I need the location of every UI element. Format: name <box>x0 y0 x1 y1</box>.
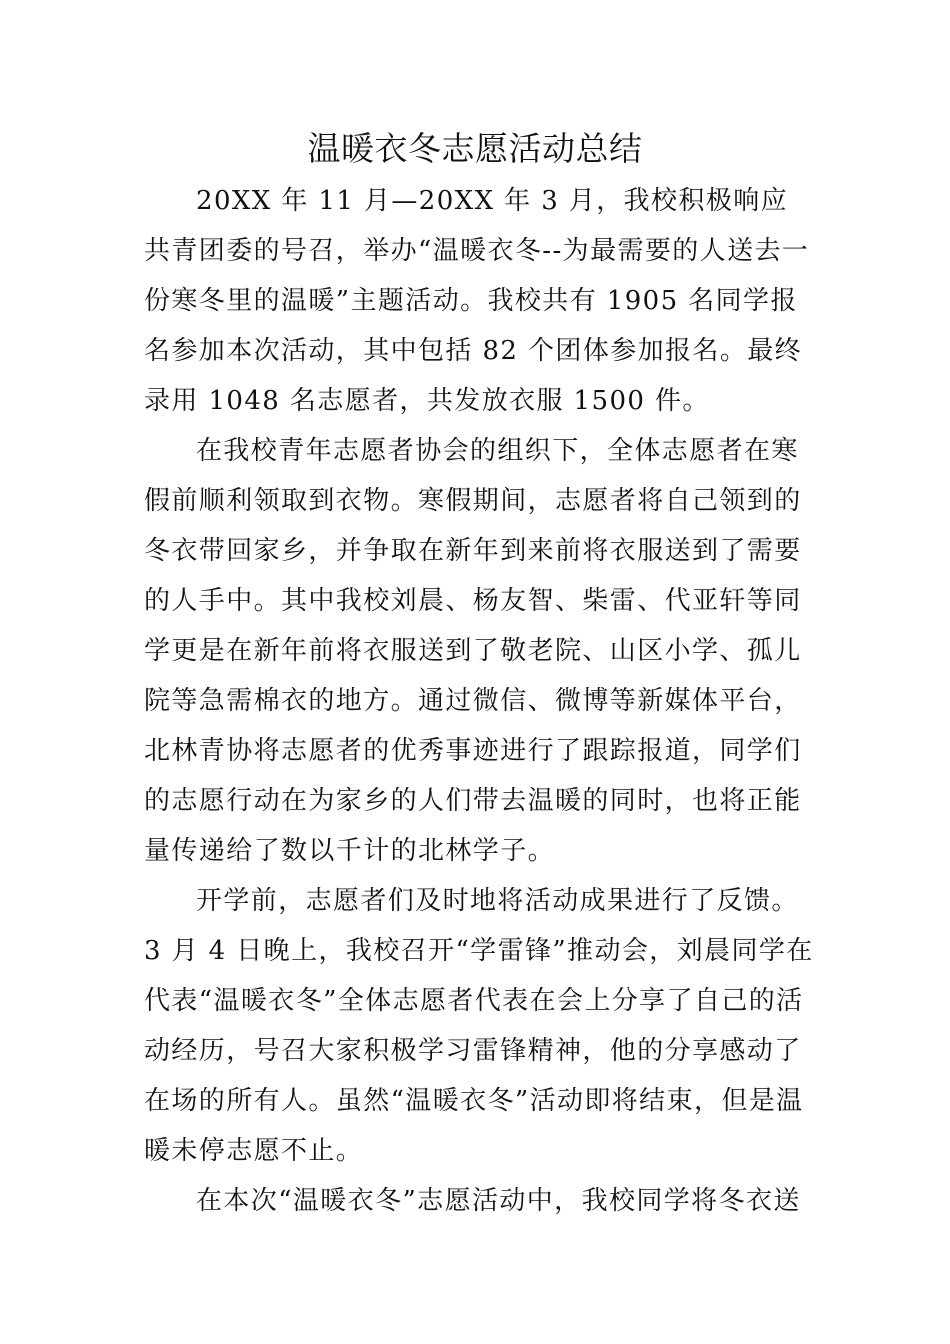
paragraph-4: 在本次“温暖衣冬”志愿活动中，我校同学将冬衣送 <box>196 1186 801 1216</box>
paragraph-3: 开学前，志愿者们及时地将活动成果进行了反馈。3 月 4 日晚上，我校召开“学雷锋”推动会，刘晨同学在代表“温暖衣冬”全体志愿者代表在会上分享了自己的活动经历，号召大家积极学习雷锋精神，他的分享感动了在场的所有人。虽然“温暖衣冬”活动即将结束，但是温暖未停志愿不止。 <box>144 886 814 1166</box>
paragraph-1: 20XX 年 11 月—20XX 年 3 月，我校积极响应共青团委的号召，举办“温暖衣冬--为最需要的人送去一份寒冬里的温暖”主题活动。我校共有 1905 名同学报名参加本次活动，其中包括 82 个团体参加报名。最终录用 1048 名志愿者，共发放衣服 1500 件。 <box>144 186 810 416</box>
paragraph-2: 在我校青年志愿者协会的组织下，全体志愿者在寒假前顺利领取到衣物。寒假期间，志愿者将自己领到的冬衣带回家乡，并争取在新年到来前将衣服送到了需要的人手中。其中我校刘晨、杨友智、柴雷、代亚轩等同学更是在新年前将衣服送到了敬老院、山区小学、孤儿院等急需棉衣的地方。通过微信、微博等新媒体平台，北林青协将志愿者的优秀事迹进行了跟踪报道，同学们的志愿行动在为家乡的人们带去温暖的同时，也将正能量传递给了数以千计的北林学子。 <box>144 436 802 866</box>
document-title: 温暖衣冬志愿活动总结 <box>307 129 643 168</box>
document-body <box>144 176 814 1226</box>
